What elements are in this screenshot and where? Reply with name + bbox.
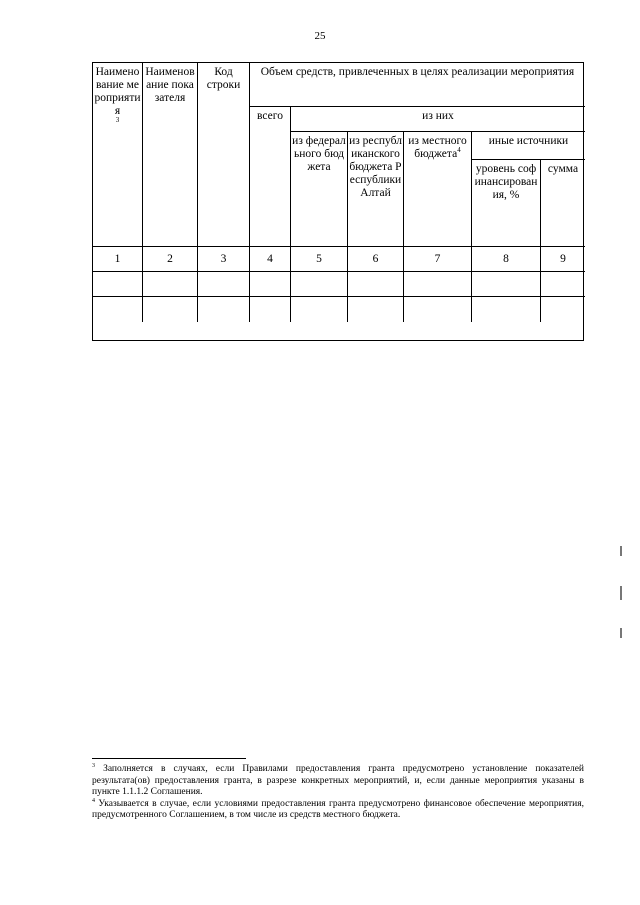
header-cofinancing: уровень софинансирования, %: [472, 160, 541, 247]
table-cell-empty: [472, 297, 541, 322]
table-cell-empty: [250, 297, 291, 322]
table-cell-empty: [291, 297, 348, 322]
scan-edge-mark: [620, 628, 622, 638]
column-number: 4: [250, 247, 291, 272]
header-other-sources: иные источники: [472, 132, 585, 160]
column-number: 9: [541, 247, 585, 272]
column-number: 2: [143, 247, 198, 272]
table-cell-empty: [143, 297, 198, 322]
column-number: 1: [93, 247, 143, 272]
table-cell-empty: [198, 297, 250, 322]
header-republic: из республиканского бюджета Республики Алтай: [348, 132, 404, 247]
footnote-ref-4: 4: [457, 146, 461, 155]
header-indicator-name: Наименование показателя: [143, 63, 198, 247]
column-number: 7: [404, 247, 472, 272]
table-cell-empty: [404, 297, 472, 322]
header-federal: из федерального бюджета: [291, 132, 348, 247]
column-number: 6: [348, 247, 404, 272]
footnote-3: [92, 764, 584, 799]
table-cell-empty: [143, 272, 198, 297]
footnotes: [92, 764, 584, 822]
scan-edge-mark: [620, 586, 622, 600]
header-of-which: из них: [291, 107, 585, 132]
table-cell-empty: [541, 297, 585, 322]
footnote-mark: 3: [92, 762, 95, 769]
table-cell-empty: [291, 272, 348, 297]
header-event-name-text: Наименование мероприятия: [94, 66, 141, 117]
header-event-name: [93, 63, 143, 247]
footnote-mark: 4: [92, 797, 95, 804]
table-cell-empty: [472, 272, 541, 297]
footnote-separator: [92, 758, 246, 759]
table-cell-empty: [250, 272, 291, 297]
header-total: всего: [250, 107, 291, 247]
column-number: 5: [291, 247, 348, 272]
footnote-text: Заполняется в случаях, если Правилами предоставления гранта предусмотрено установление показателей результата(ов) предоставления гранта, в разрезе конкретных мероприятий, и, если данные мероприятия указаны в пункте 1.1.1.2 Соглашения.: [92, 764, 584, 797]
header-sum: сумма: [541, 160, 585, 247]
table-cell-empty: [198, 272, 250, 297]
table-cell-empty: [348, 272, 404, 297]
header-local-text: из местного бюджета: [408, 135, 467, 160]
header-local: [404, 132, 472, 247]
table-cell-empty: [93, 272, 143, 297]
header-row-code: Код строки: [198, 63, 250, 247]
column-number: 8: [472, 247, 541, 272]
column-number: 3: [198, 247, 250, 272]
table-cell-empty: [348, 297, 404, 322]
table-cell-empty: [93, 297, 143, 322]
funds-table: [92, 62, 584, 341]
page-number: 25: [314, 30, 326, 42]
table-cell-empty: [404, 272, 472, 297]
footnote-4: [92, 799, 584, 822]
scan-edge-mark: [620, 546, 622, 556]
table-cell-empty: [541, 272, 585, 297]
header-funds-volume: Объем средств, привлеченных в целях реализации мероприятия: [250, 63, 585, 107]
footnote-text: Указывается в случае, если условиями предоставления гранта предусмотрено финансовое обеспечение мероприятия, предусмотренного Соглашением, в том числе из средств местного бюджета.: [92, 798, 585, 820]
footnote-ref-3: 3: [115, 116, 120, 125]
